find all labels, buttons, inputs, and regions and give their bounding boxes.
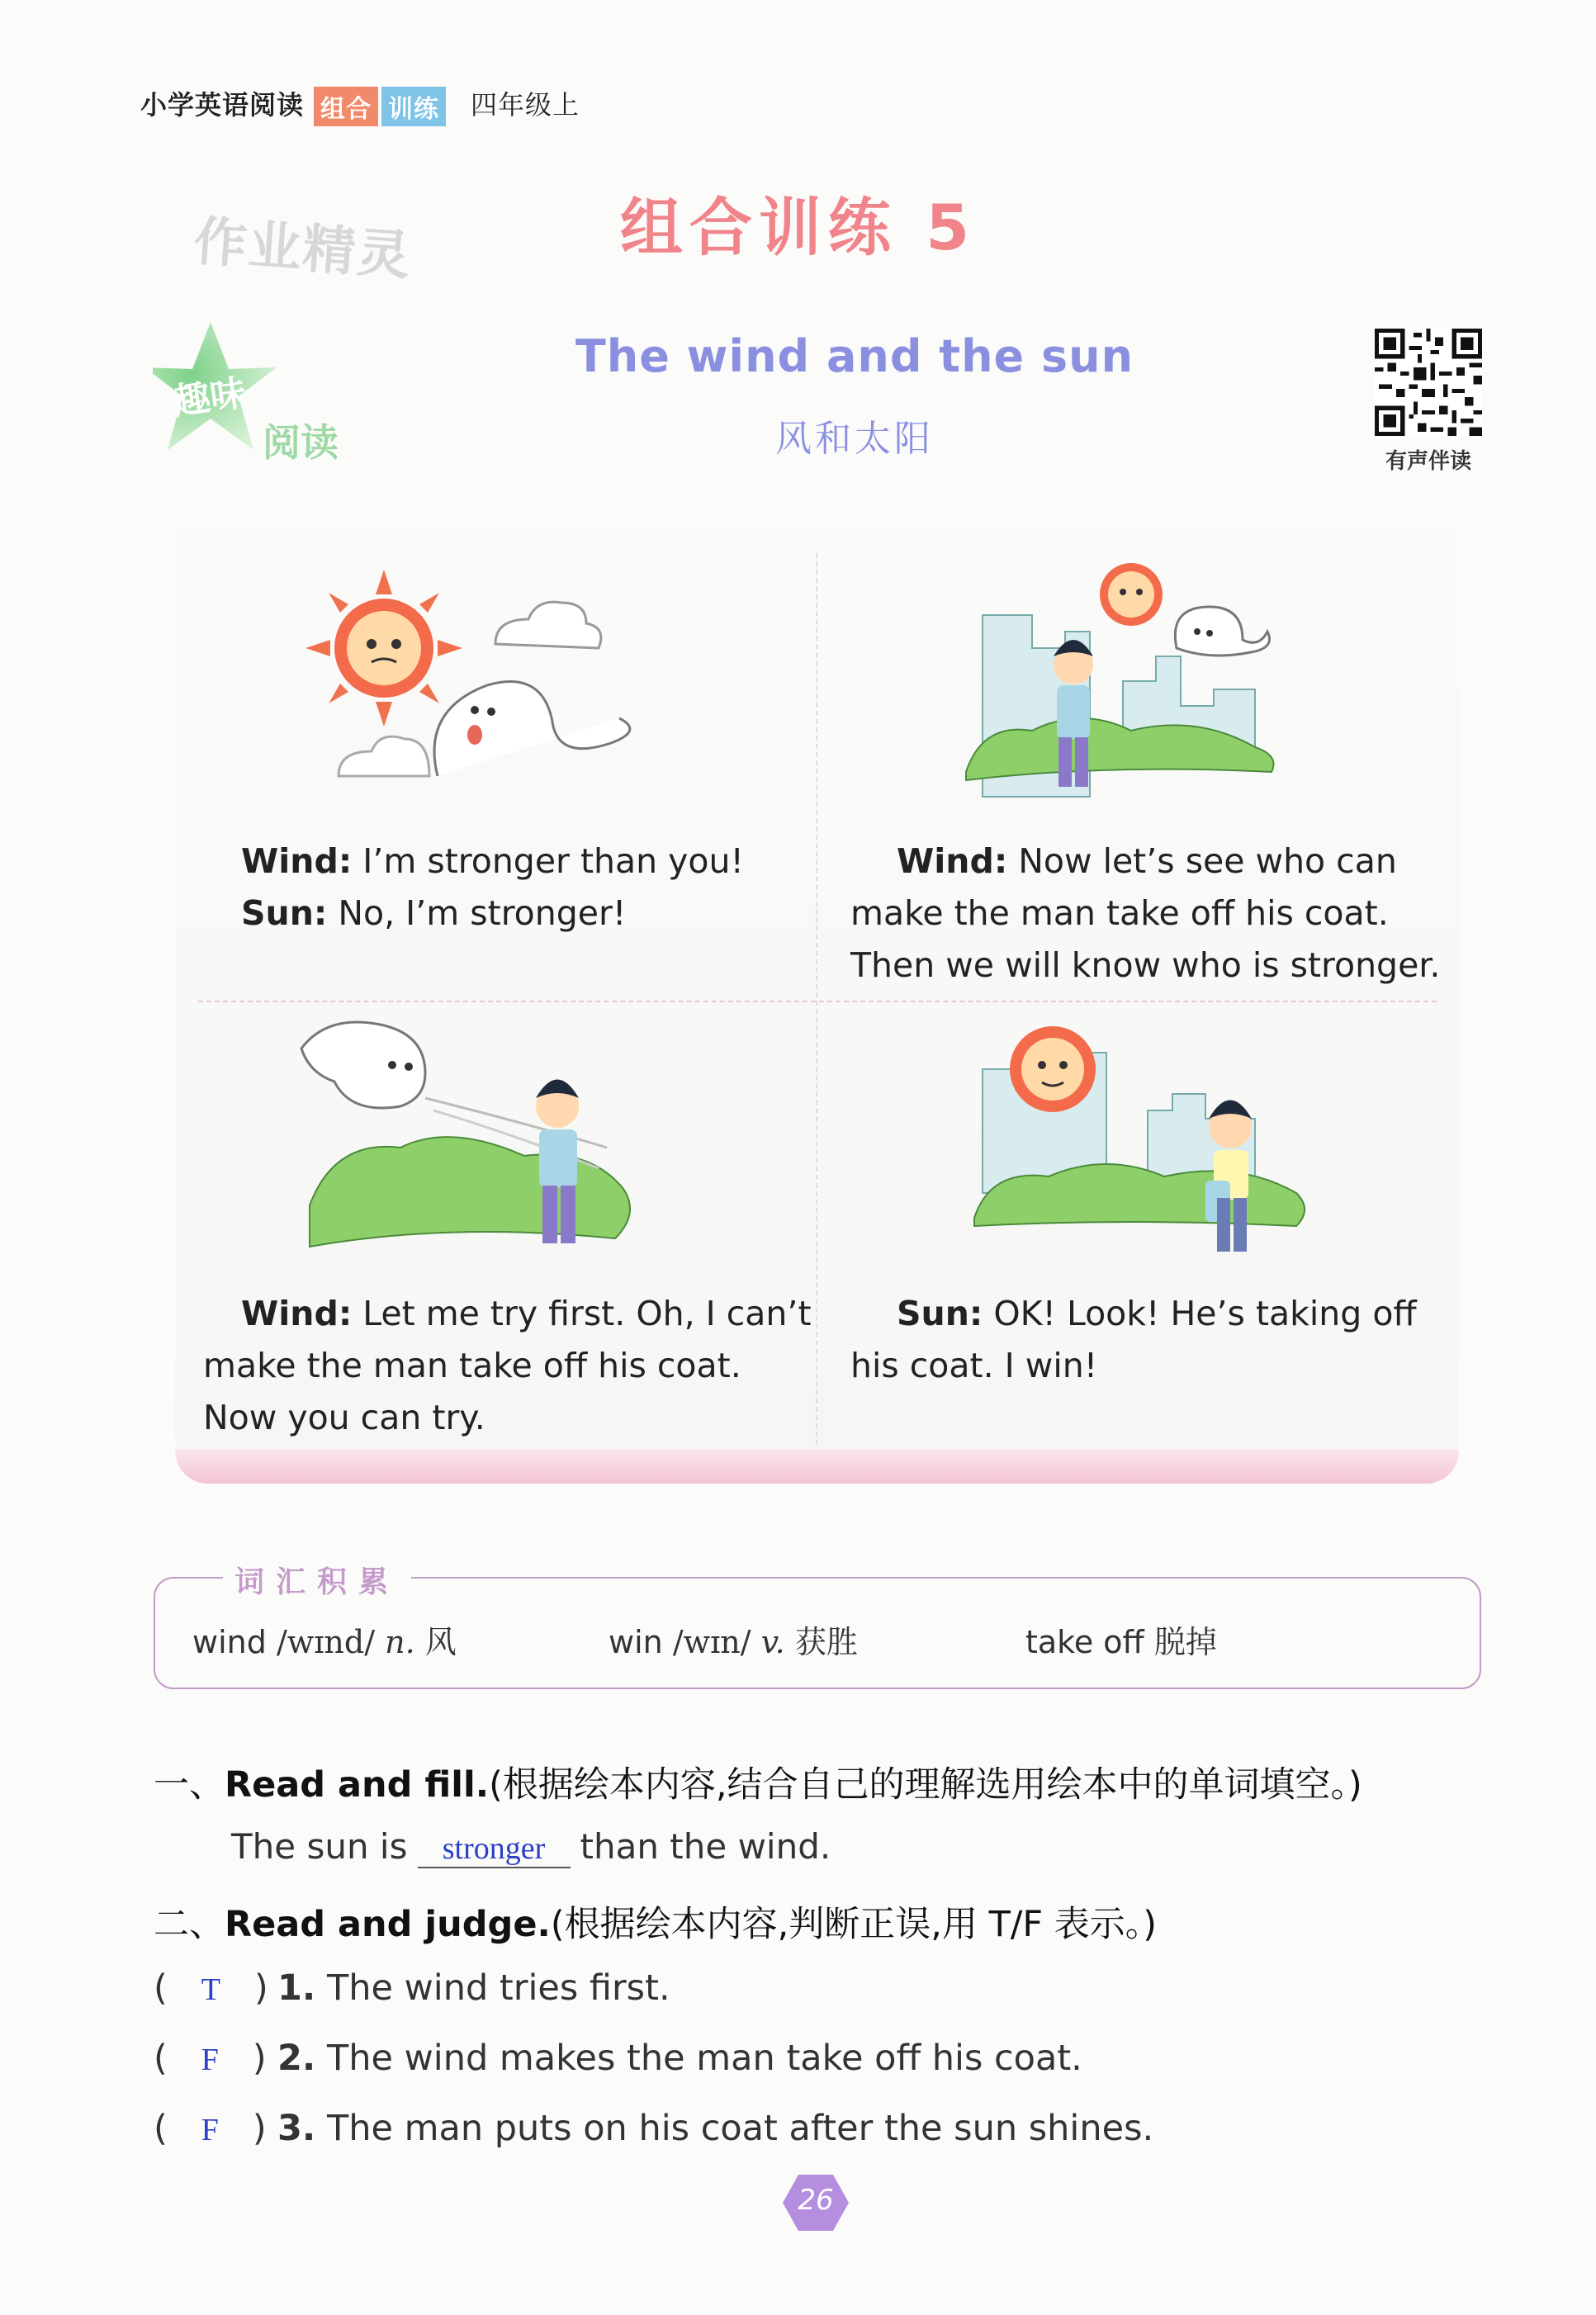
vocab-ipa: /wɪnd/	[276, 1624, 376, 1660]
dialog-line	[203, 1340, 812, 1392]
dialog-text: Then we will know who is stronger.	[850, 945, 1441, 985]
exercise-1-heading	[154, 1757, 1362, 1807]
wind-character-icon	[434, 682, 630, 776]
series-name: 小学英语阅读	[140, 89, 305, 121]
sentence-end: than the wind.	[580, 1826, 831, 1867]
story-title: The wind and the sun	[575, 330, 1134, 382]
exercise-1-sentence	[231, 1826, 831, 1868]
judge-item	[154, 2108, 1153, 2149]
vocab-item	[1025, 1617, 1217, 1662]
dialog-text: his coat. I win!	[850, 1346, 1098, 1385]
judge-answer-slot[interactable]: ( T )	[154, 1967, 268, 2009]
page-number: 26	[798, 2184, 834, 2217]
dialog-line	[241, 888, 744, 940]
vocab-word: wind	[192, 1624, 267, 1660]
dialog-line	[203, 1392, 812, 1444]
dialog-panel-1	[241, 836, 744, 940]
exercise-2-heading	[154, 1896, 1157, 1947]
judge-number: 2.	[277, 2038, 316, 2079]
dialog-line	[850, 940, 1440, 992]
dialog-line	[850, 888, 1440, 940]
panel-divider-horizontal	[198, 1001, 1437, 1002]
dialog-text: make the man take off his coat.	[850, 893, 1389, 933]
exercise-title: Read and judge.	[225, 1904, 551, 1945]
exercise-instruction: (根据绘本内容,结合自己的理解选用绘本中的单词填空。)	[489, 1764, 1362, 1806]
vocab-item	[609, 1617, 858, 1662]
panel-divider-vertical	[816, 553, 817, 1445]
vocab-word: win	[609, 1624, 663, 1660]
judge-answer: T	[201, 1972, 220, 2007]
vocab-meaning: 风	[424, 1624, 457, 1660]
judge-number: 3.	[277, 2108, 316, 2149]
illustration-wind-blowing	[293, 1015, 689, 1271]
judge-statement: The wind makes the man take off his coat.	[326, 2038, 1082, 2079]
exercise-title: Read and fill.	[225, 1764, 490, 1806]
vocab-pos: n.	[385, 1624, 415, 1660]
vocab-meaning: 脱掉	[1153, 1624, 1217, 1660]
story-subtitle: 风和太阳	[775, 418, 934, 460]
illustration-sun-and-wind	[305, 570, 652, 801]
grade-label: 四年级上	[471, 89, 580, 121]
dialog-text: No, I’m stronger!	[327, 893, 627, 933]
vocab-ipa: /wɪn/	[672, 1624, 751, 1660]
speaker: Wind:	[897, 841, 1008, 881]
judge-answer: F	[201, 2043, 219, 2077]
judge-item	[154, 2038, 1082, 2079]
dialog-panel-4	[850, 1288, 1417, 1392]
book-series-header	[140, 84, 580, 126]
vocab-pos: v.	[760, 1624, 785, 1660]
speaker: Sun:	[897, 1294, 983, 1333]
judge-answer: F	[201, 2113, 219, 2147]
judge-item	[154, 1967, 670, 2009]
sun-icon	[1100, 563, 1163, 626]
dialog-line	[850, 1288, 1417, 1340]
qr-code-icon	[1375, 329, 1482, 436]
vocab-item	[192, 1617, 457, 1662]
sun-icon	[305, 570, 462, 727]
judge-statement: The man puts on his coat after the sun shines.	[326, 2108, 1154, 2149]
fill-blank-answer[interactable]: stronger	[418, 1830, 571, 1868]
watermark: 作业精灵	[192, 211, 414, 288]
vocab-word: take off	[1025, 1624, 1144, 1660]
illustration-man-walking	[958, 549, 1313, 830]
dialog-line	[850, 1340, 1417, 1392]
dialog-text: OK! Look! He’s taking off	[983, 1294, 1417, 1333]
speaker: Wind:	[241, 1294, 353, 1333]
vocabulary-heading: 词汇积累	[223, 1559, 411, 1601]
dialog-line	[203, 1288, 812, 1340]
dialog-panel-3	[203, 1288, 812, 1444]
story-panel-edge	[175, 1449, 1459, 1484]
dialog-line	[850, 836, 1440, 888]
lesson-title: 组合训练 5	[619, 191, 977, 264]
dialog-line	[241, 836, 744, 888]
judge-answer-slot[interactable]: ( F )	[154, 2108, 267, 2149]
series-tag-combo: 组合	[314, 87, 378, 126]
dialog-text: Now you can try.	[203, 1398, 485, 1437]
dialog-text: make the man take off his coat.	[203, 1346, 741, 1385]
wind-character-icon	[1175, 607, 1269, 656]
series-tag-training: 训练	[381, 87, 446, 126]
sun-icon	[1010, 1026, 1096, 1112]
judge-answer-slot[interactable]: ( F )	[154, 2038, 267, 2079]
exercise-instruction: (根据绘本内容,判断正误,用 T/F 表示。)	[550, 1904, 1158, 1945]
qr-caption: 有声伴读	[1385, 449, 1471, 474]
vocab-meaning: 获胜	[794, 1624, 858, 1660]
judge-number: 1.	[277, 1967, 316, 2009]
dialog-text: Let me try first. Oh, I can’t	[352, 1294, 812, 1333]
illustration-man-coat-off	[966, 1020, 1313, 1267]
badge-text-reading: 阅读	[263, 420, 339, 465]
dialog-text: Now let’s see who can	[1007, 841, 1397, 881]
dialog-text: I’m stronger than you!	[352, 841, 744, 881]
exercise-number: 二、	[154, 1904, 225, 1945]
sentence-start: The sun is	[231, 1826, 408, 1867]
speaker: Sun:	[241, 893, 328, 933]
speaker: Wind:	[241, 841, 353, 881]
dialog-panel-2	[850, 836, 1440, 992]
badge-text-fun: 趣味	[171, 372, 249, 424]
exercise-number: 一、	[154, 1764, 225, 1806]
judge-statement: The wind tries first.	[326, 1967, 670, 2009]
